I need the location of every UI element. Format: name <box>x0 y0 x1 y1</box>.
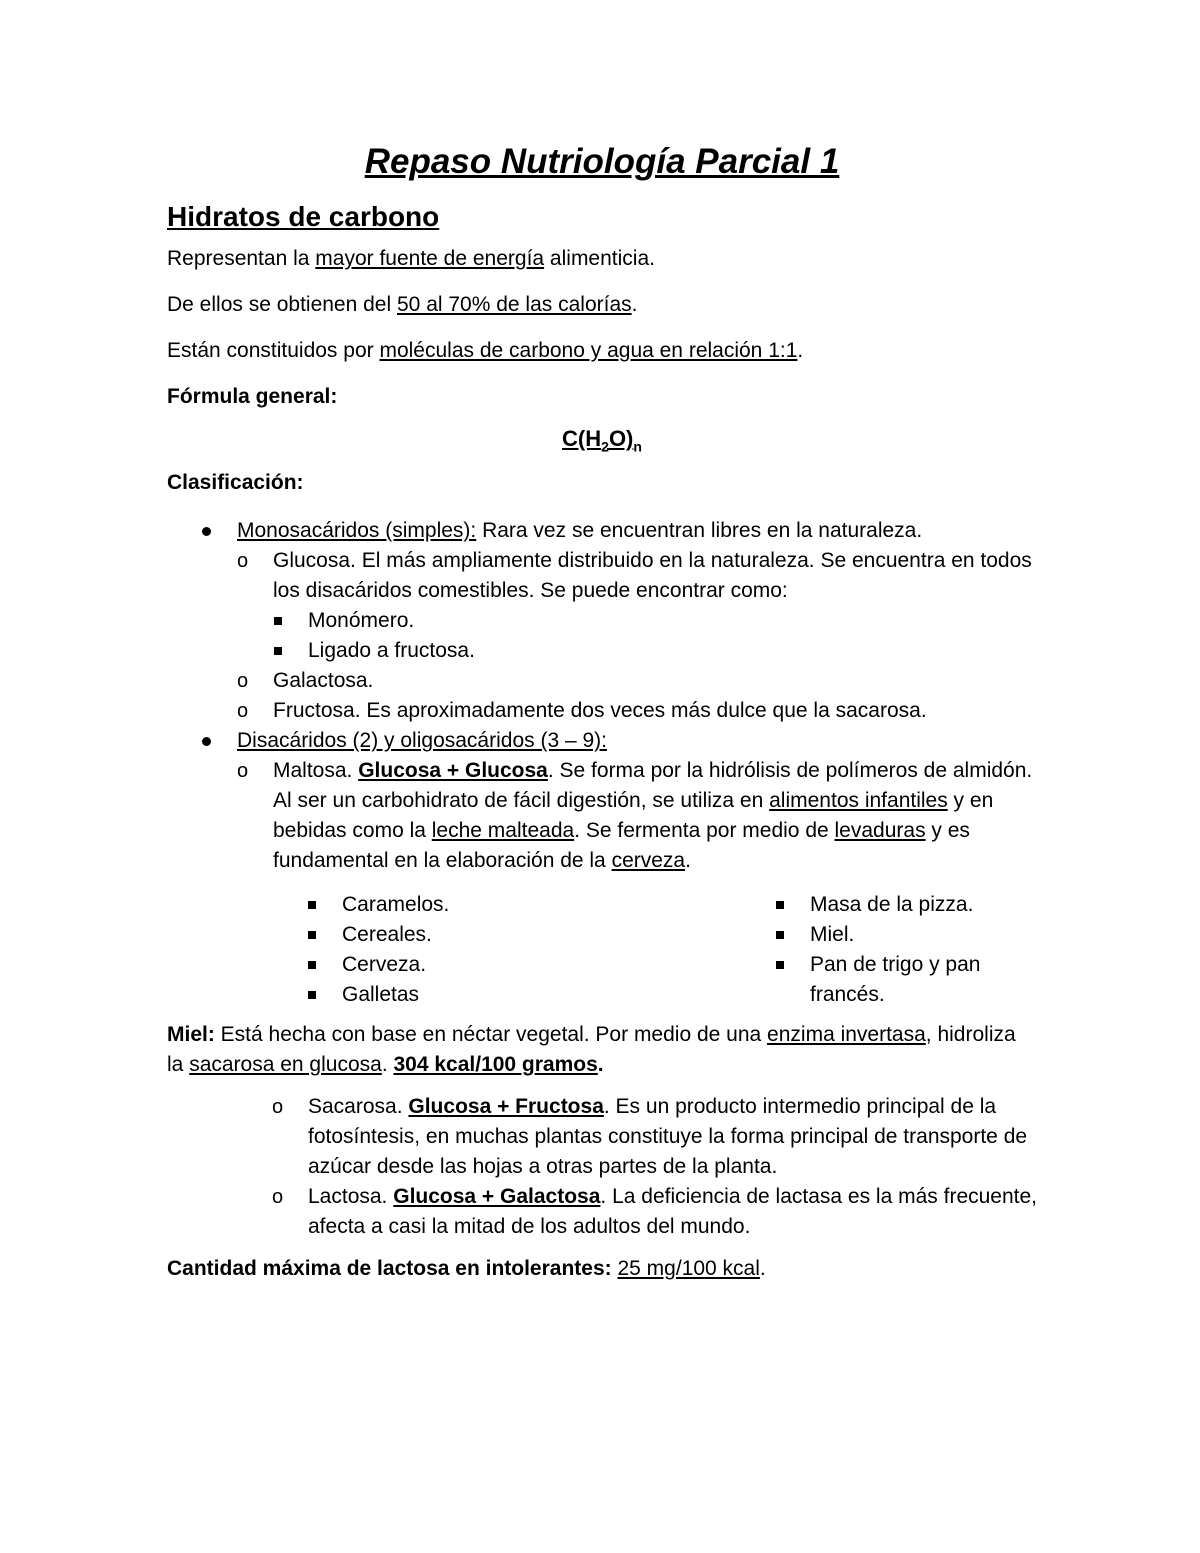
text: , hidroliza la <box>167 1023 1016 1076</box>
classification-list <box>167 516 1037 876</box>
list-item: Ligado a fructosa. <box>273 636 1037 666</box>
classification-label: Clasificación: <box>167 471 304 494</box>
bold-underlined-text: Glucosa + Fructosa <box>408 1095 604 1118</box>
bold-underlined-text: 304 kcal/100 gramos <box>393 1053 598 1076</box>
general-formula <box>167 424 1037 454</box>
list-item-disacaridos <box>167 726 1037 876</box>
section-heading: Hidratos de carbono <box>167 201 440 232</box>
underlined-text: 25 mg/100 kcal <box>617 1257 760 1280</box>
text: Lactosa. <box>308 1185 394 1208</box>
text: . Es un producto intermedio principal de la fotosíntesis, en muchas plantas constituye la forma principal de transporte de azúcar desde las hojas a otras partes de la planta. <box>308 1095 1028 1178</box>
list-item-glucosa <box>237 546 1037 666</box>
list-item: Cereales. <box>307 920 775 950</box>
text: . Se forma por la hidrólisis de polímeros de almidón. Al ser un carbohidrato de fácil digestión, se utiliza en <box>273 759 1033 812</box>
text: y en bebidas como la <box>273 789 994 842</box>
list-item-galactosa: o Galactosa. <box>237 666 1037 696</box>
list-item-lactosa <box>272 1182 1037 1242</box>
list-item: Caramelos. <box>307 890 775 920</box>
text: De ellos se obtienen del <box>167 293 397 316</box>
list-item: Pan de trigo y pan francés. <box>775 950 1005 1010</box>
document-title: Repaso Nutriología Parcial 1 <box>364 142 840 181</box>
text: y es fundamental en la elaboración de la <box>273 819 970 872</box>
paragraph-energy <box>167 244 1037 274</box>
sublist-glucosa <box>273 606 1037 666</box>
paragraph-miel <box>167 1020 1037 1080</box>
text: Están constituidos por <box>167 339 380 362</box>
list-item: Monómero. <box>273 606 1037 636</box>
text: Representan la <box>167 247 316 270</box>
text: . <box>381 1053 394 1076</box>
foods-column-1 <box>307 890 775 1010</box>
underlined-text: leche malteada <box>431 819 575 842</box>
underlined-text: enzima invertasa <box>767 1023 926 1046</box>
sublist-monosacaridos <box>237 546 1037 726</box>
text: alimenticia. <box>544 247 655 270</box>
text: . <box>597 1053 604 1076</box>
text: Glucosa. El más ampliamente distribuido en la naturaleza. Se encuentra en todos los disacáridos comestibles. Se puede encontrar como: <box>273 549 1032 602</box>
formula-label: Fórmula general: <box>167 385 338 408</box>
underlined-text: Disacáridos (2) y oligosacáridos (3 – 9): <box>237 729 607 752</box>
bold-label: Miel: <box>167 1023 215 1046</box>
text: . <box>685 849 691 872</box>
list-item: Miel. <box>775 920 1005 950</box>
text: . <box>631 293 638 316</box>
paragraph-composition <box>167 336 1037 366</box>
list-item-maltosa <box>237 756 1037 876</box>
text: . <box>797 339 804 362</box>
bold-underlined-text: Glucosa + Glucosa <box>358 759 548 782</box>
underlined-text: cerveza <box>611 849 686 872</box>
list-item-fructosa: o Fructosa. Es aproximadamente dos veces más dulce que la sacarosa. <box>237 696 1037 726</box>
underlined-text: sacarosa en glucosa <box>189 1053 382 1076</box>
formula-subscript: n <box>633 438 642 455</box>
text: Sacarosa. <box>308 1095 409 1118</box>
list-item-sacarosa <box>272 1092 1037 1182</box>
sublist-sacarosa-lactosa <box>272 1092 1037 1242</box>
document-content <box>167 132 1037 1300</box>
underlined-text: levaduras <box>834 819 926 842</box>
text: . <box>759 1257 766 1280</box>
text: . La deficiencia de lactasa es la más frecuente, afecta a casi la mitad de los adultos del mundo. <box>308 1185 1038 1238</box>
underlined-text: Monosacáridos (simples): <box>237 519 477 542</box>
paragraph-calories <box>167 290 1037 320</box>
underlined-text: moléculas de carbono y agua en relación 1:1 <box>379 339 798 362</box>
formula-subscript: 2 <box>601 438 609 455</box>
text: . Se fermenta por medio de <box>574 819 835 842</box>
text: Maltosa. <box>273 759 359 782</box>
list-item: Galletas <box>307 980 775 1010</box>
foods-column-2 <box>775 890 1005 1010</box>
list-item: Cerveza. <box>307 950 775 980</box>
bold-underlined-text: Glucosa + Galactosa <box>393 1185 601 1208</box>
maltosa-foods-columns <box>307 890 1037 1010</box>
underlined-text: alimentos infantiles <box>769 789 948 812</box>
underlined-text: mayor fuente de energía <box>315 247 545 270</box>
formula-part: C(H <box>562 426 602 451</box>
list-item: Masa de la pizza. <box>775 890 1005 920</box>
sublist-disacaridos <box>237 756 1037 876</box>
list-item-monosacaridos <box>167 516 1037 726</box>
paragraph-lactose-max <box>167 1254 1037 1284</box>
text: Rara vez se encuentran libres en la naturaleza. <box>476 519 923 542</box>
formula-part: O) <box>608 426 634 451</box>
text: Está hecha con base en néctar vegetal. Por medio de una <box>214 1023 768 1046</box>
underlined-text: 50 al 70% de las calorías <box>397 293 632 316</box>
bold-label: Cantidad máxima de lactosa en intolerantes: <box>167 1257 612 1280</box>
